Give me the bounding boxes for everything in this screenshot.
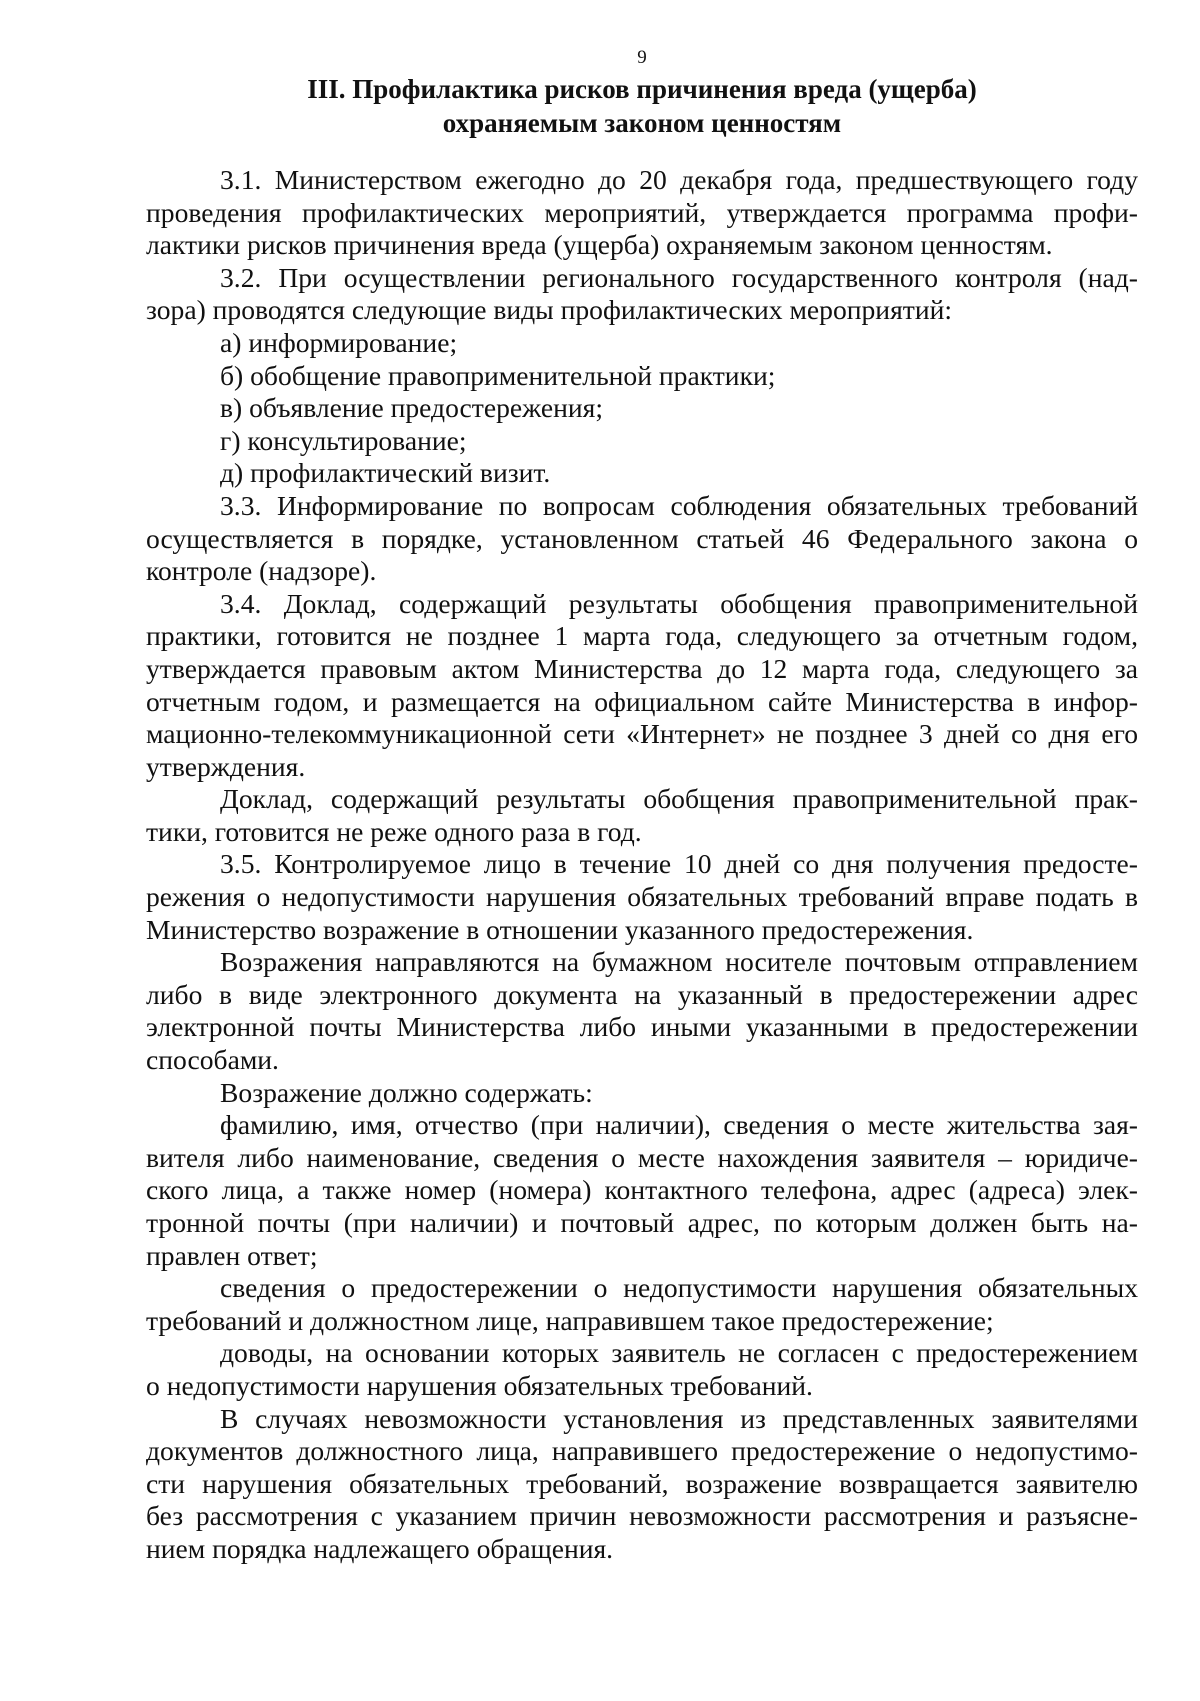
text-line: мационно-телекоммуникационной сети «Интернет» не позднее 3 дней со дня его (146, 718, 1138, 750)
text-line: лактики рисков причинения вреда (ущерба) охраняемым законом ценностям. (146, 229, 1053, 261)
text-line: 3.3. Информирование по вопросам соблюдения обязательных требований (220, 489, 1138, 521)
text-line: Министерство возражение в отношении указанного предостережения. (146, 913, 974, 945)
text-line: о недопустимости нарушения обязательных требований. (146, 1369, 813, 1401)
section-heading-line: охраняемым законом ценностям (442, 108, 842, 138)
section-heading (146, 72, 1138, 140)
text-line: В случаях невозможности установления из представленных заявителями (220, 1402, 1138, 1434)
text-line: ского лица, а также номер (номера) контактного телефона, адрес (адреса) элек- (146, 1174, 1138, 1206)
text-line: сведения о предостережении о недопустимости нарушения обязательных (220, 1272, 1138, 1304)
text-line: контроле (надзоре). (146, 555, 377, 587)
text-line: зора) проводятся следующие виды профилактических мероприятий: (146, 294, 953, 326)
text-line: б) обобщение правоприменительной практики; (220, 359, 776, 391)
text-line: в) объявление предостережения; (220, 392, 603, 424)
text-line: тронной почты (при наличии) и почтовый адрес, по которым должен быть на- (146, 1207, 1138, 1238)
document-page (146, 0, 1138, 1701)
text-line: способами. (146, 1044, 279, 1076)
text-line: г) консультирование; (220, 424, 467, 456)
text-line: без рассмотрения с указанием причин невозможности рассмотрения и разъясне- (146, 1500, 1138, 1532)
text-line: Доклад, содержащий результаты обобщения правоприменительной прак- (220, 783, 1138, 815)
text-line: 3.1. Министерством ежегодно до 20 декабря года, предшествующего году (220, 164, 1138, 195)
text-line: доводы, на основании которых заявитель не согласен с предостережением (220, 1337, 1138, 1369)
text-line: отчетным годом, и размещается на официальном сайте Министерства в инфор- (146, 685, 1138, 717)
text-line: нием порядка надлежащего обращения. (146, 1532, 614, 1564)
text-line: 3.4. Доклад, содержащий результаты обобщения правоприменительной (220, 587, 1138, 619)
text-line: вителя либо наименование, сведения о месте нахождения заявителя – юридиче- (146, 1141, 1138, 1173)
text-line: осуществляется в порядке, установленном статьей 46 Федерального закона о (146, 522, 1138, 554)
document-body (146, 164, 1138, 1566)
page-number: 9 (637, 47, 647, 68)
text-line: правлен ответ; (146, 1239, 318, 1271)
text-line: а) информирование; (220, 326, 458, 358)
text-line: режения о недопустимости нарушения обязательных требований вправе подать в (146, 881, 1138, 913)
text-line: 3.5. Контролируемое лицо в течение 10 дней со дня получения предосте- (220, 848, 1138, 880)
text-line: 3.2. При осуществлении регионального государственного контроля (над- (220, 261, 1138, 293)
text-line: тики, готовится не реже одного раза в год. (146, 815, 642, 847)
text-line: требований и должностном лице, направившем такое предостережение; (146, 1304, 994, 1336)
text-line: сти нарушения обязательных требований, возражение возвращается заявителю (146, 1467, 1138, 1499)
text-line: д) профилактический визит. (220, 457, 551, 489)
text-line: проведения профилактических мероприятий, утверждается программа профи- (146, 196, 1138, 228)
text-line: утверждается правовым актом Министерства до 12 марта года, следующего за (146, 652, 1138, 684)
text-line: Возражение должно содержать: (220, 1076, 593, 1108)
text-line: электронной почты Министерства либо иными указанными в предостережении (146, 1011, 1138, 1043)
text-line: утверждения. (146, 750, 306, 782)
section-heading-line: III. Профилактика рисков причинения вреда (ущерба) (307, 74, 977, 104)
text-line: Возражения направляются на бумажном носителе почтовым отправлением (220, 946, 1138, 978)
text-line: фамилию, имя, отчество (при наличии), сведения о месте жительства зая- (220, 1109, 1138, 1141)
text-line: практики, готовится не позднее 1 марта года, следующего за отчетным годом, (146, 620, 1138, 652)
text-line: либо в виде электронного документа на указанный в предостережении адрес (146, 978, 1138, 1010)
text-line: документов должностного лица, направившего предостережение о недопустимо- (146, 1435, 1138, 1467)
